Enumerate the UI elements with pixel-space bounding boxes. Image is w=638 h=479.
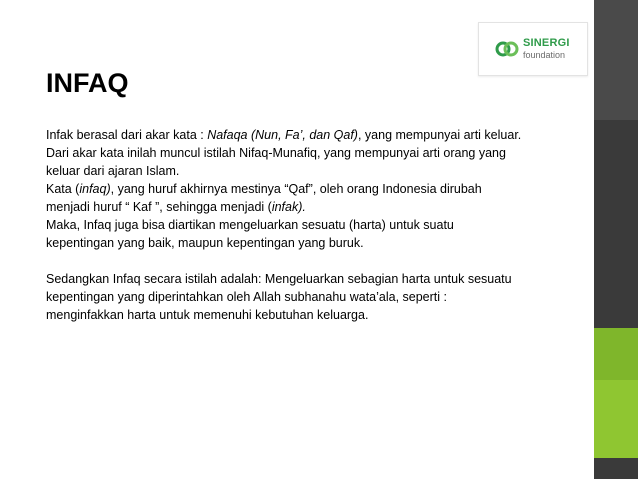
body-text [46, 126, 606, 324]
sinergi-foundation-logo [478, 22, 588, 76]
side-bar-bottom-block [594, 458, 638, 479]
logo-name: SINERGI [523, 37, 570, 49]
text-segment: Infak berasal dari akar kata : [46, 128, 208, 142]
text-segment: menjadi huruf “ Kaf ”, sehingga menjadi ( [46, 200, 272, 214]
logo-subtitle: foundation [523, 50, 566, 60]
text-line: menginfakkan harta untuk memenuhi kebutuhan keluarga. [46, 308, 369, 322]
text-line: kepentingan yang diperintahkan oleh Allah subhanahu wata’ala, seperti : [46, 290, 447, 304]
text-line: Dari akar kata inilah muncul istilah Nifaq-Munafiq, yang mempunyai arti orang yang [46, 146, 506, 160]
text-segment-italic: infak). [271, 200, 306, 214]
text-segment: , yang mempunyai arti keluar. [357, 128, 522, 142]
side-bar-top-block [594, 0, 638, 120]
text-line [46, 126, 606, 144]
text-line: Maka, Infaq juga bisa diartikan mengeluarkan sesuatu (harta) untuk suatu [46, 218, 454, 232]
page-title: INFAQ [46, 68, 129, 98]
text-line [46, 198, 606, 216]
text-segment: Kata ( [46, 182, 80, 196]
text-line: Sedangkan Infaq secara istilah adalah: Mengeluarkan sebagian harta untuk sesuatu [46, 272, 512, 286]
text-segment: , yang huruf akhirnya mestinya “Qaf”, oleh orang Indonesia dirubah [110, 182, 482, 196]
text-line [46, 180, 606, 198]
text-line: keluar dari ajaran Islam. [46, 164, 180, 178]
text-segment-italic: Nafaqa (Nun, Fa’, dan Qaf) [207, 128, 358, 142]
paragraph-gap [46, 252, 606, 270]
text-segment-italic: infaq) [79, 182, 111, 196]
text-line: kepentingan yang baik, maupun kepentingan yang buruk. [46, 236, 364, 250]
side-bar-green-light-block [594, 380, 638, 458]
sinergi-logo-icon [495, 37, 519, 61]
